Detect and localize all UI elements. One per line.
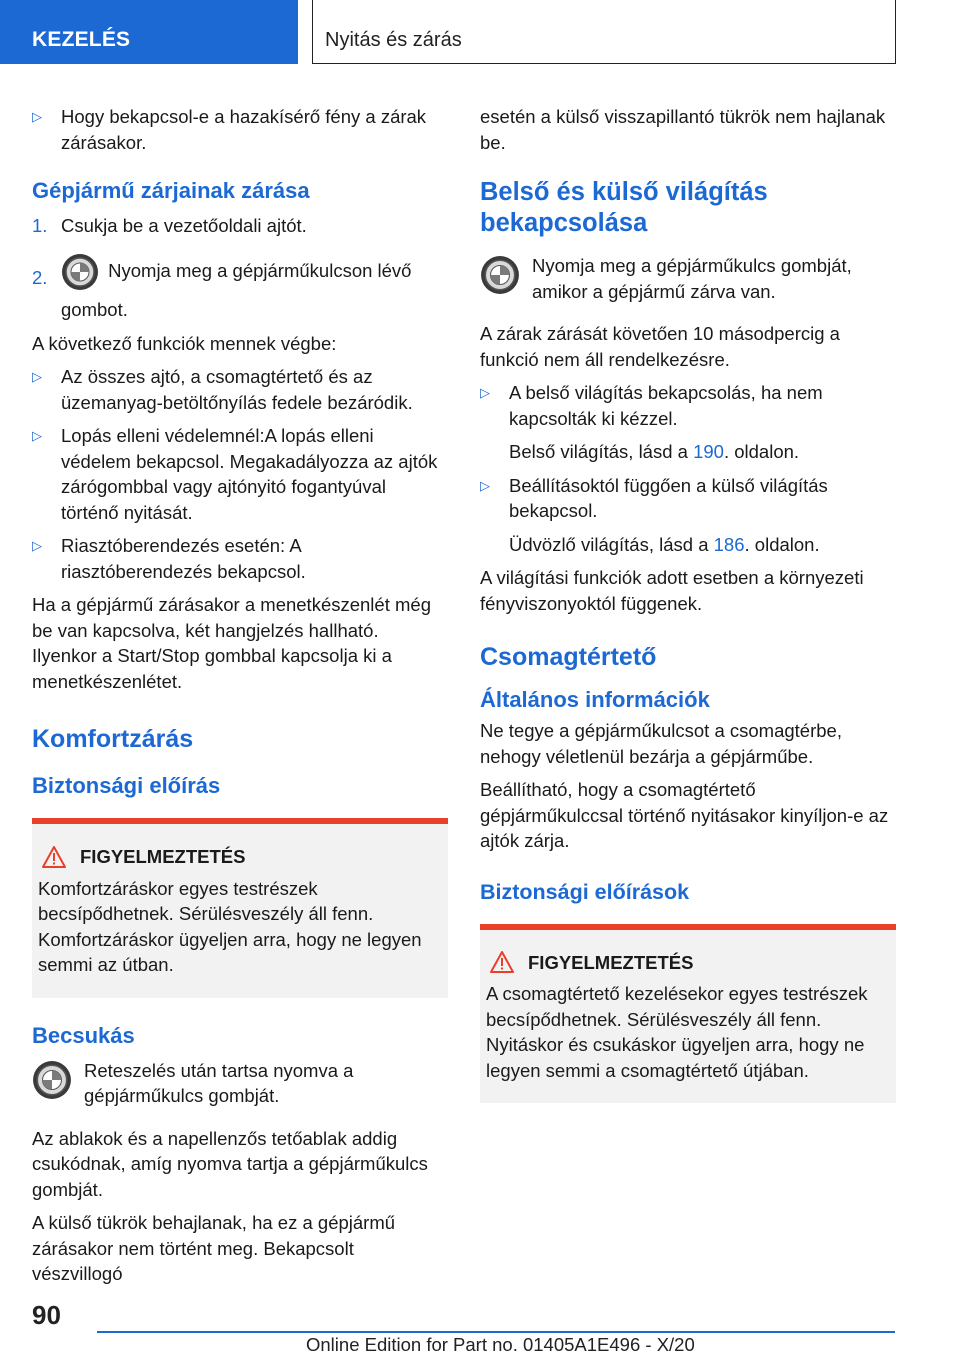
warning-box — [480, 924, 896, 1104]
warning-header — [38, 844, 440, 870]
paragraph: A következő funkciók mennek végbe: — [32, 332, 337, 354]
car-key-icon — [480, 255, 520, 302]
heading-general-info: Általános információk — [480, 687, 710, 712]
warning-triangle-icon — [490, 951, 514, 973]
warning-title: FIGYELMEZTETÉS — [80, 846, 246, 867]
chapter-title: Nyitás és zárás — [325, 29, 462, 51]
heading-safety: Biztonsági előírás — [32, 773, 221, 798]
bullet-triangle-icon: ▷ — [480, 477, 490, 493]
list-item: ▷ Lopás elleni védelemnél:A lopás elleni védelem bekapcsol. Megakadályozza az ajtók zárógombbal vagy ajtónyitó fogantyúval történő nyitását. — [32, 425, 438, 523]
bullet-triangle-icon: ▷ — [32, 369, 42, 384]
cross-reference: Üdvözlő világítás, lásd a 186. oldalon. — [509, 533, 820, 555]
step-1: 1. Csukja be a vezetőoldali ajtót. — [32, 213, 448, 239]
section-tab — [0, 0, 298, 64]
list-item: ▷ Beállításoktól függően a külső világítás bekapcsol. — [480, 474, 828, 521]
step-number: 2. — [32, 266, 48, 288]
heading-safety: Biztonsági előírások — [480, 879, 690, 904]
warning-text: Komfortzáráskor egyes testrészek becsípődhetnek. Sérülésveszély áll fenn. Komfortzáráskor ügyeljen arra, hogy ne legyen semmi az útban. — [38, 877, 422, 975]
edition-note: Online Edition for Part no. 01405A1E496 - X/20 — [306, 1334, 695, 1355]
paragraph: A külső tükrök behajlanak, ha ez a gépjármű zárásakor nem történt meg. Bekapcsolt vészvillogó — [32, 1212, 396, 1284]
heading-trunk: Csomagtértető — [480, 643, 657, 671]
paragraph: Ne tegye a gépjárműkulcsot a csomagtérbe, nehogy véletlenül bezárja a gépjárműbe. — [480, 720, 842, 767]
paragraph: esetén a külső visszapillantó tükrök nem hajlanak be. — [480, 106, 886, 153]
paragraph: Ha a gépjármű zárásakor a menetkészenlét még be van kapcsolva, két hangjelzés hallható. Ilyenkor a Start/Stop gombbal kapcsolja ki a menetkészenlétet. — [32, 594, 431, 692]
key-instruction: Reteszelés után tartsa nyomva a gépjárműkulcs gombját. — [32, 1058, 448, 1110]
page-link-186[interactable]: 186 — [713, 533, 745, 555]
heading-closing: Becsukás — [32, 1022, 135, 1048]
car-key-icon — [61, 253, 99, 298]
left-column — [32, 104, 448, 1295]
warning-triangle-icon — [42, 846, 66, 868]
step-number: 1. — [32, 215, 48, 236]
warning-header — [486, 950, 888, 976]
chapter-header — [312, 0, 896, 64]
paragraph: Beállítható, hogy a csomagtértető gépjárműkulccsal történő nyitásakor kinyíljon-e az ajtók zárja. — [480, 779, 889, 851]
list-item: ▷ Riasztóberendezés esetén: A riasztóberendezés bekapcsol. — [32, 535, 306, 582]
cross-reference: Belső világítás, lásd a 190. oldalon. — [509, 441, 800, 462]
section-label: KEZELÉS — [32, 28, 131, 51]
page-number: 90 — [32, 1300, 61, 1330]
bullet-triangle-icon: ▷ — [32, 428, 42, 443]
paragraph: A világítási funkciók adott esetben a környezeti fényviszonyoktól függenek. — [480, 567, 864, 614]
list-item: ▷ Az összes ajtó, a csomagtértető és az üzemanyag-betöltőnyílás fedele bezáródik. — [32, 366, 413, 413]
key-instruction: Nyomja meg a gépjárműkulcs gombját, amikor a gépjármű zárva van. — [480, 253, 896, 305]
paragraph: A zárak zárását követően 10 másodpercig a funkció nem áll rendelkezésre. — [480, 323, 840, 370]
heading-locking: Gépjármű zárjainak zárása — [32, 178, 310, 203]
bullet-triangle-icon: ▷ — [32, 538, 42, 553]
list-item: ▷ A belső világítás bekapcsolás, ha nem kapcsolták ki kézzel. — [480, 382, 823, 429]
heading-comfort-closing: Komfortzárás — [32, 725, 194, 753]
step-2: 2. Nyomja meg a gépjárműkulcson lévő gombot. — [32, 253, 448, 323]
heading-lighting: Belső és külső világítás bekapcsolása — [480, 178, 768, 237]
page-link-190[interactable]: 190 — [693, 441, 724, 462]
footer-divider — [97, 1331, 895, 1333]
warning-box — [32, 818, 448, 998]
bullet-triangle-icon: ▷ — [480, 385, 490, 400]
warning-text: A csomagtértető kezelésekor egyes testrészek becsípődhetnek. Sérülésveszély áll fenn. Nyitáskor és csukáskor ügyeljen arra, hogy ne legyen semmi a csomagtértető útjában. — [486, 983, 868, 1081]
paragraph: Az ablakok és a napellenzős tetőablak addig csukódnak, amíg nyomva tartja a gépjárműkulcs gombját. — [32, 1127, 428, 1200]
bullet-triangle-icon: ▷ — [32, 109, 42, 124]
list-item: ▷ Hogy bekapcsol-e a hazakísérő fény a zárak zárásakor. — [32, 106, 427, 153]
right-column — [480, 104, 896, 1127]
car-key-icon — [32, 1060, 72, 1107]
warning-title: FIGYELMEZTETÉS — [528, 951, 694, 973]
